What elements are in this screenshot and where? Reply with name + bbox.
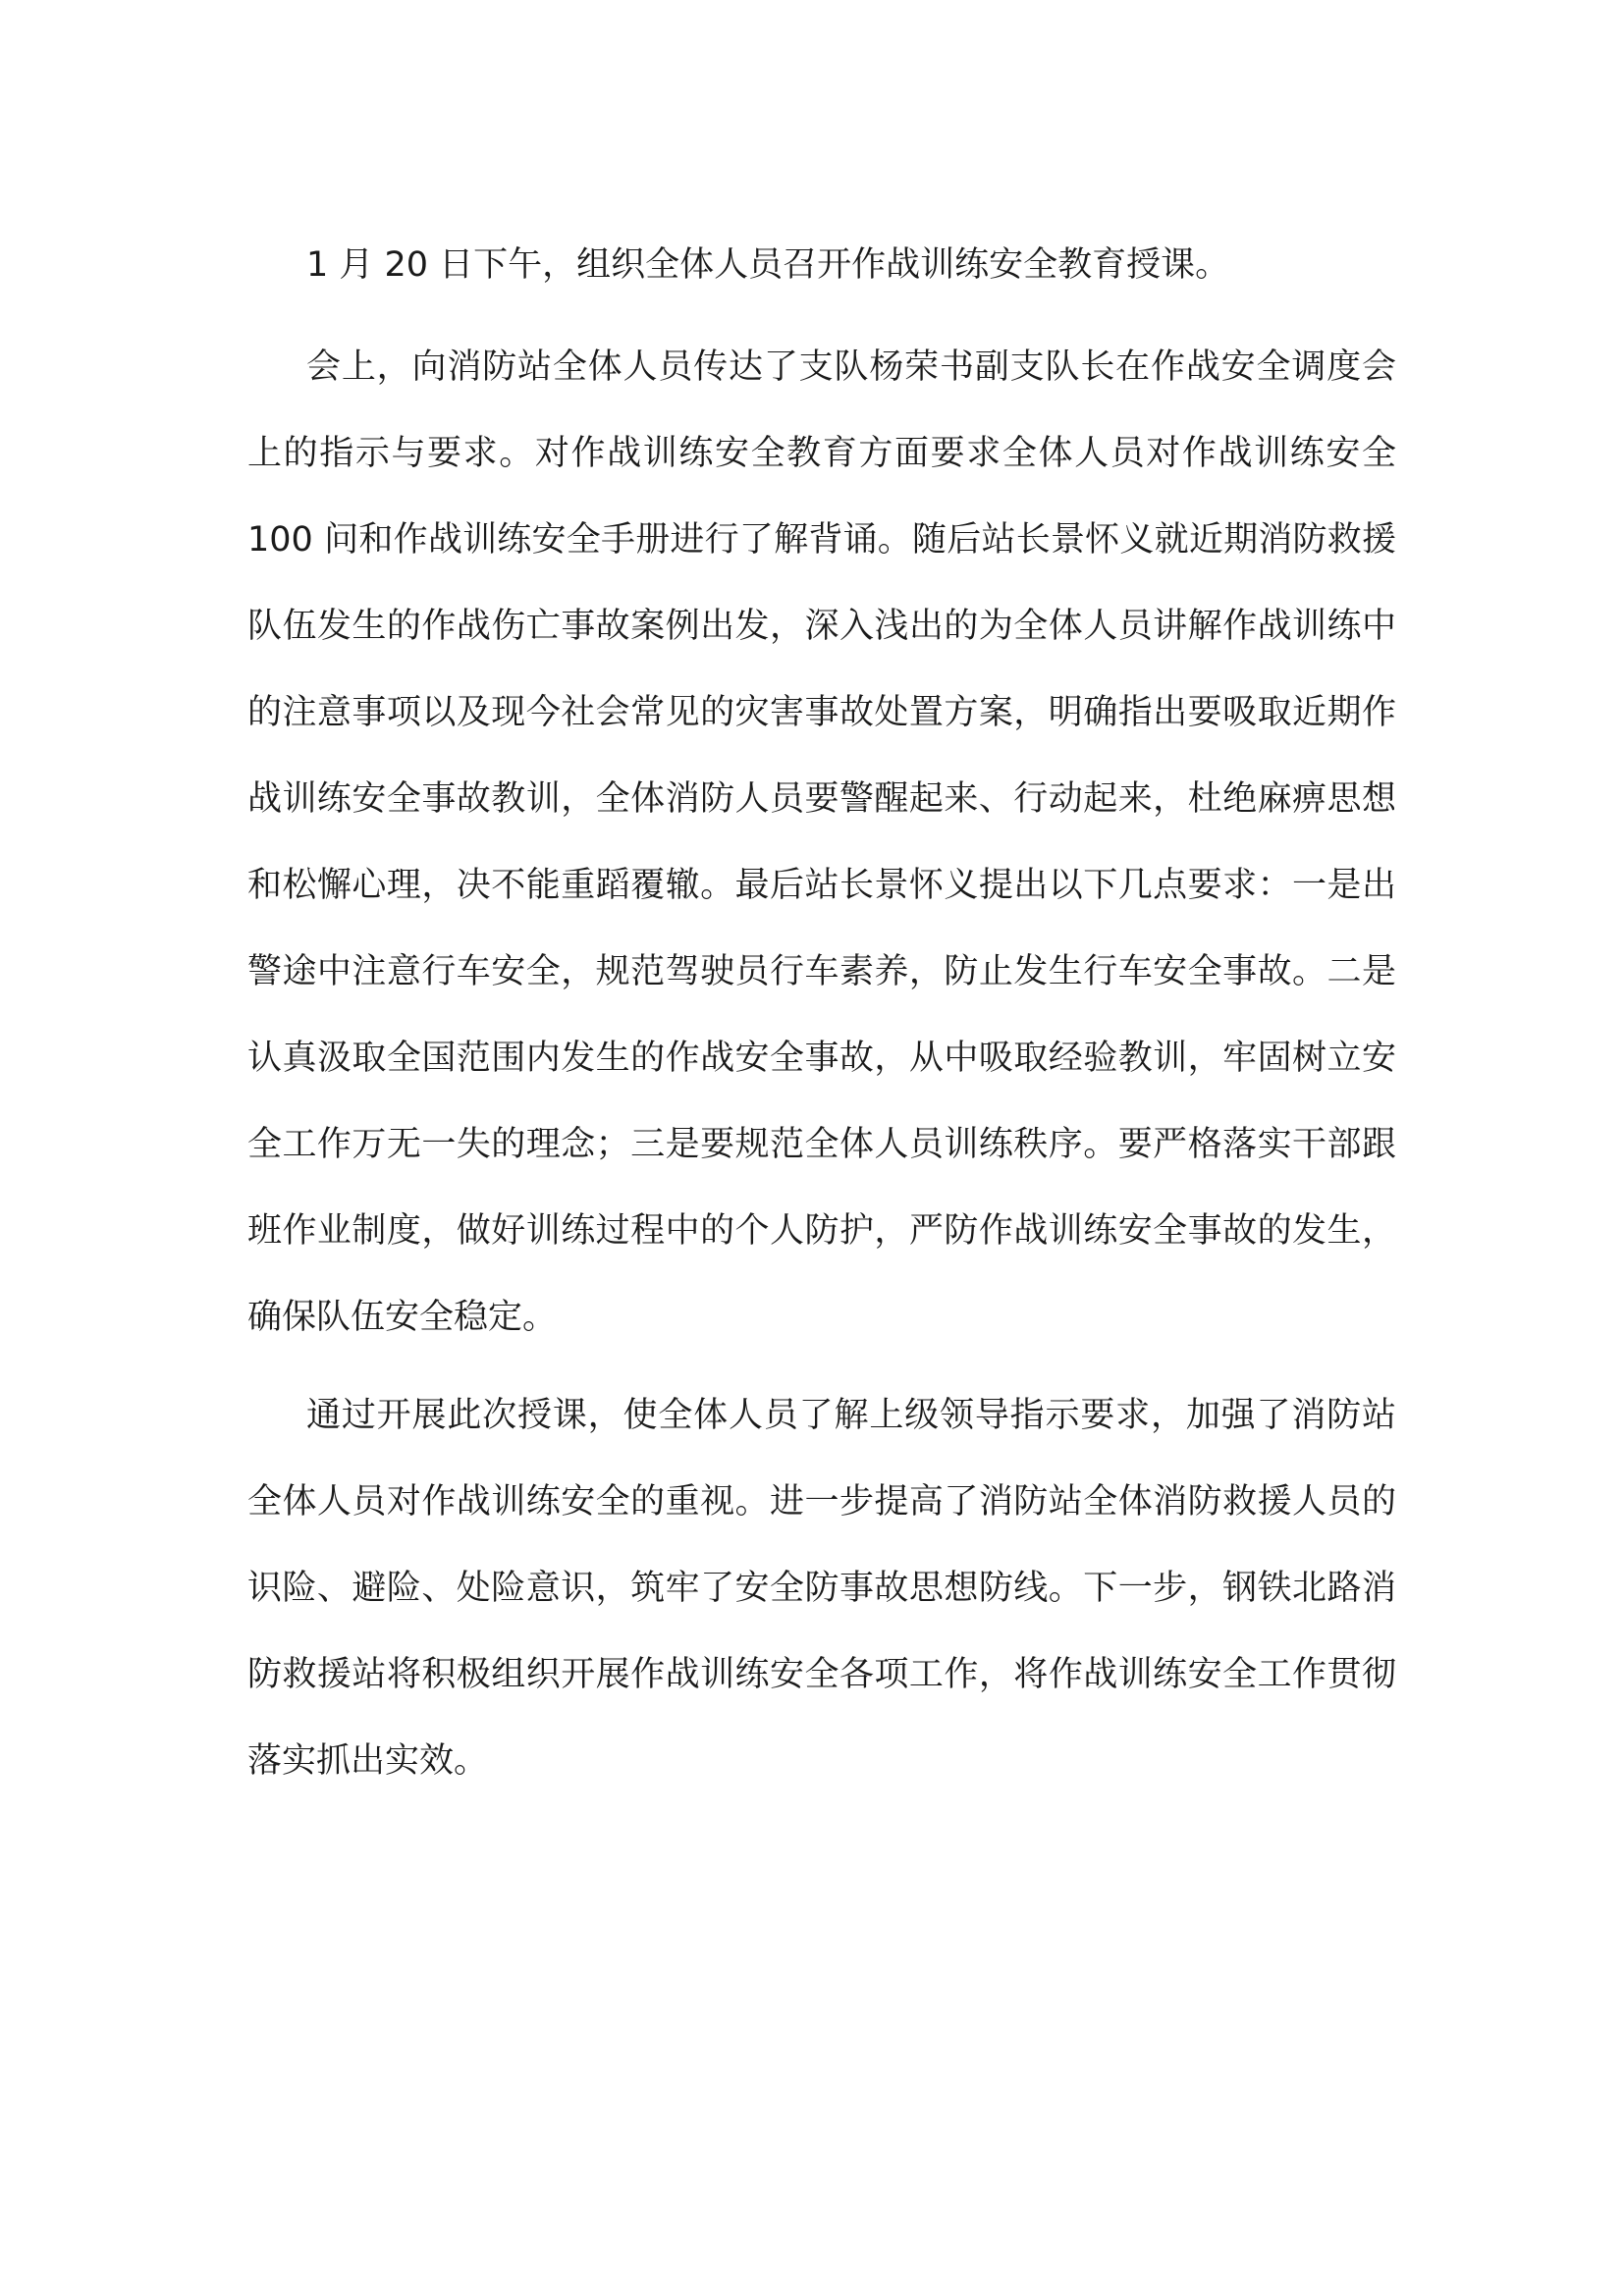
paragraph-conclusion: 通过开展此次授课，使全体人员了解上级领导指示要求，加强了消防站全体人员对作战训练安全的重视。进一步提高了消防站全体消防救援人员的识险、避险、处险意识，筑牢了安全防事故思想防线。下一步，钢铁北路消防救援站将积极组织开展作战训练安全各项工作，将作战训练安全工作贯彻落实抓出实效。 (247, 1396, 1396, 1781)
document-body (247, 222, 1396, 1804)
paragraph-intro: 1 月 20 日下午，组织全体人员召开作战训练安全教育授课。 (306, 245, 1230, 285)
paragraph-meeting-details: 会上，向消防站全体人员传达了支队杨荣书副支队长在作战安全调度会上的指示与要求。对作战训练安全教育方面要求全体人员对作战训练安全 100 问和作战训练安全手册进行了解背诵。随后站长景怀义就近期消防救援队伍发生的作战伤亡事故案例出发，深入浅出的为全体人员讲解作战训练中的注意事项以及现今社会常见的灾害事故处置方案，明确指出要吸取近期作战训练安全事故教训，全体消防人员要警醒起来、行动起来，杜绝麻痹思想和松懈心理，决不能重蹈覆辙。最后站长景怀义提出以下几点要求：一是出警途中注意行车安全，规范驾驶员行车素养，防止发生行车安全事故。二是认真汲取全国范围内发生的作战安全事故，从中吸取经验教训，牢固树立安全工作万无一失的理念；三是要规范全体人员训练秩序。要严格落实干部跟班作业制度，做好训练过程中的个人防护，严防作战训练安全事故的发生，确保队伍安全稳定。 (247, 347, 1396, 1337)
